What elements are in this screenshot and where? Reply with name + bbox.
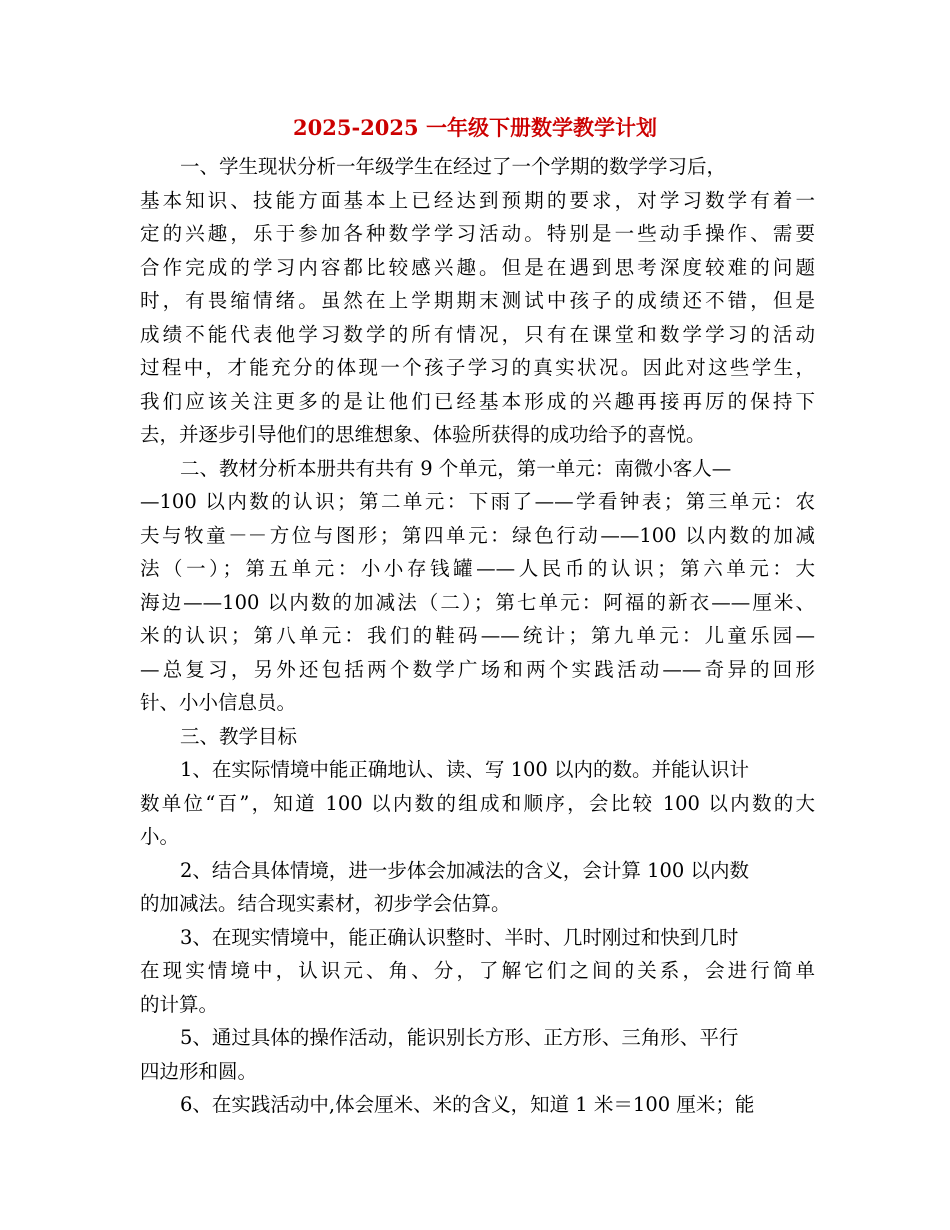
paragraph-student-analysis — [140, 150, 815, 452]
text-line: 数单位“百”，知道 100 以内数的组成和顺序，会比较 100 以内数的大 — [140, 791, 815, 815]
text-line: 在现实情境中，认识元、角、分，了解它们之间的关系，会进行简单 — [140, 959, 815, 982]
document-title: 2025-2025 一年级下册数学教学计划 — [293, 115, 657, 140]
text-line: 一、学生现状分析一年级学生在经过了一个学期的数学学习后， — [180, 155, 727, 178]
text-line: 6、在实践活动中,体会厘米、米的含义，知道 1 米＝100 厘米；能 — [180, 1093, 755, 1116]
goal-item-3 — [140, 921, 815, 1022]
paragraph-textbook-analysis — [140, 452, 815, 720]
text-line: 过程中，才能充分的体现一个孩子学习的真实状况。因此对这些学生， — [140, 356, 815, 379]
text-line: 四边形和圆。 — [140, 1059, 258, 1083]
text-line: 的计算。 — [140, 992, 219, 1016]
text-line: 针、小小信息员。 — [140, 691, 297, 714]
text-line: 基本知识、技能方面基本上已经达到预期的要求，对学习数学有着一 — [140, 188, 815, 212]
text-line: 2、结合具体情境，进一步体会加减法的含义，会计算 100 以内数 — [180, 858, 750, 882]
heading-teaching-goals — [140, 720, 815, 754]
text-line: 合作完成的学习内容都比较感兴趣。但是在遇到思考深度较难的问题 — [140, 255, 815, 279]
goal-item-5 — [140, 1021, 815, 1088]
text-line: 成绩不能代表他学习数学的所有情况，只有在课堂和数学学习的活动 — [140, 322, 815, 346]
text-line: 的加减法。结合现实素材，初步学会估算。 — [140, 892, 511, 915]
goal-item-6 — [140, 1088, 815, 1122]
text-line: 5、通过具体的操作活动，能识别长方形、正方形、三角形、平行 — [180, 1026, 739, 1049]
text-line: 海边——100 以内数的加减法（二）；第七单元：阿福的新衣——厘米、 — [140, 590, 815, 614]
text-line: 二、教材分析本册共有共有 9 个单元，第一单元：南微小客人— — [180, 456, 732, 480]
text-line: 3、在现实情境中，能正确认识整时、半时、几时刚过和快到几时 — [180, 925, 739, 949]
section-heading: 三、教学目标 — [180, 724, 298, 748]
goal-item-1 — [140, 753, 815, 854]
text-line: 定的兴趣，乐于参加各种数学学习活动。特别是一些动手操作、需要 — [140, 222, 815, 245]
text-line: 法（一）；第五单元：小小存钱罐——人民币的认识；第六单元：大 — [140, 557, 815, 580]
text-line: 米的认识；第八单元：我们的鞋码——统计；第九单元：儿童乐园— — [140, 624, 815, 647]
text-line: 夫与牧童－－方位与图形；第四单元：绿色行动——100 以内数的加减 — [140, 523, 815, 547]
text-line: 时，有畏缩情绪。虽然在上学期期末测试中孩子的成绩还不错，但是 — [140, 289, 815, 312]
document-body — [140, 150, 815, 1122]
goal-item-2 — [140, 854, 815, 921]
text-line: 我们应该关注更多的是让他们已经基本形成的兴趣再接再厉的保持下 — [140, 389, 815, 413]
text-line: 小。 — [140, 825, 180, 848]
text-line: 1、在实际情境中能正确地认、读、写 100 以内的数。并能认识计 — [180, 758, 750, 781]
text-line: —100 以内数的认识；第二单元：下雨了——学看钟表；第三单元：农 — [140, 490, 815, 513]
text-line: 去，并逐步引导他们的思维想象、体验所获得的成功给予的喜悦。 — [140, 423, 706, 446]
text-line: —总复习，另外还包括两个数学广场和两个实践活动——奇异的回形 — [140, 657, 815, 681]
